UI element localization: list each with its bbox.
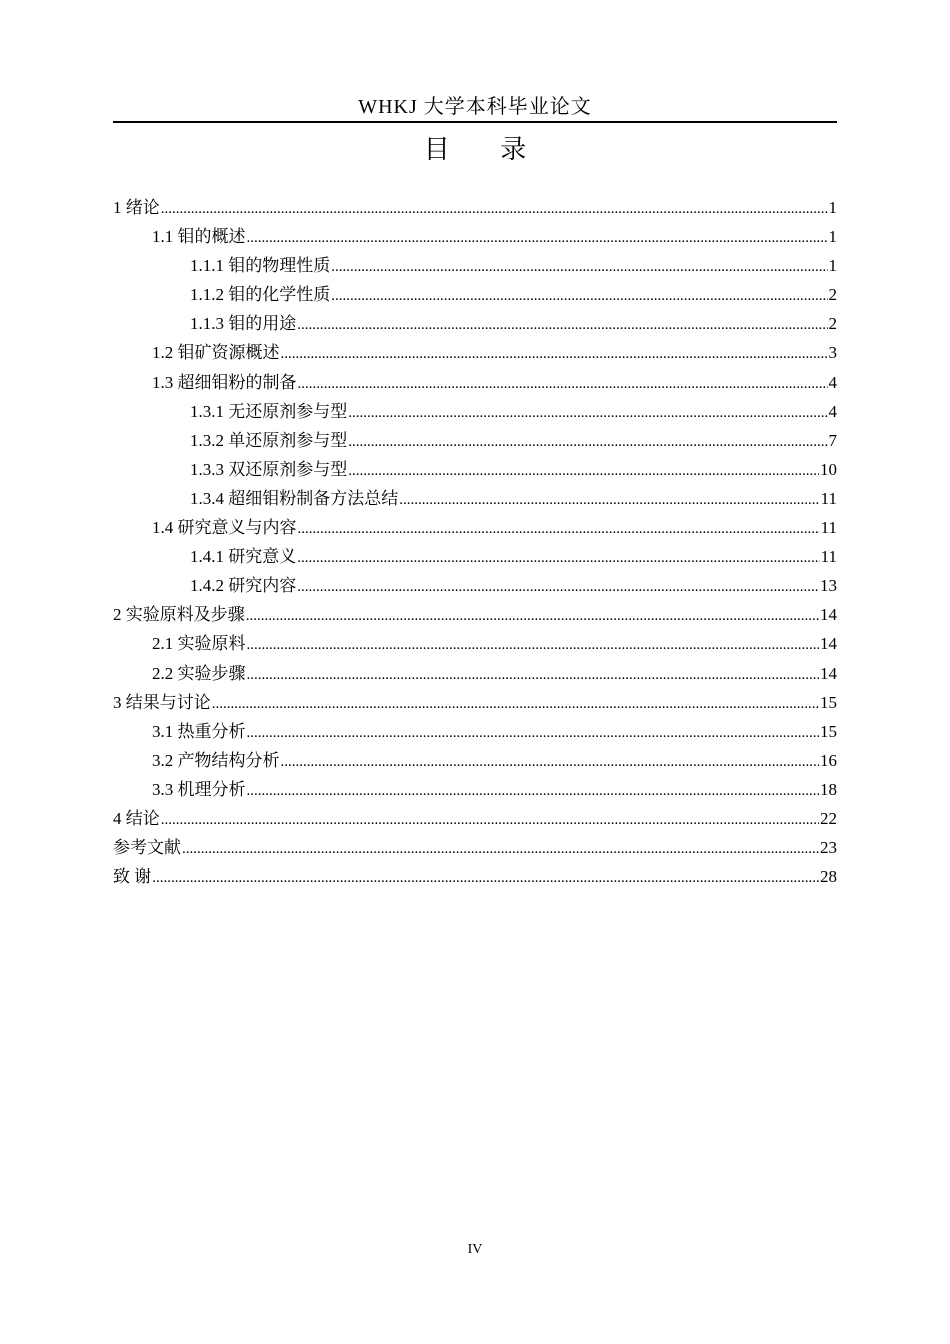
- toc-entry-page: 23: [820, 838, 837, 858]
- toc-title: 目 录: [423, 135, 549, 164]
- toc-dot-leader: [247, 661, 820, 690]
- toc-entry[interactable]: [113, 484, 837, 513]
- toc-entry-label: 1.4.1 研究意义: [190, 547, 297, 567]
- toc-entry-label: 1.4.2 研究内容: [190, 576, 297, 596]
- toc-entry-page: 2: [828, 314, 837, 334]
- toc-entry-page: 14: [820, 605, 837, 625]
- toc-entry-label: 1.1.1 钼的物理性质: [190, 256, 331, 276]
- toc-dot-leader: [399, 486, 819, 515]
- toc-entry[interactable]: [113, 426, 837, 455]
- toc-entry-label: 3.2 产物结构分析: [152, 750, 280, 770]
- toc-dot-leader: [298, 515, 820, 544]
- toc-entry-label: 1.2 钼矿资源概述: [152, 343, 280, 363]
- toc-entry-label: 2.2 实验步骤: [152, 663, 246, 683]
- toc-dot-leader: [297, 311, 827, 340]
- table-of-contents: [113, 193, 837, 891]
- toc-entry-page: 13: [820, 576, 837, 596]
- toc-entry[interactable]: [113, 455, 837, 484]
- toc-entry-page: 1: [828, 256, 837, 276]
- header-rule: [113, 121, 837, 123]
- toc-entry-page: 18: [820, 779, 837, 799]
- toc-entry-label: 3.3 机理分析: [152, 779, 246, 799]
- toc-entry-label: 1.3.3 双还原剂参与型: [190, 459, 348, 479]
- toc-dot-leader: [281, 340, 828, 369]
- toc-entry-page: 11: [820, 488, 837, 508]
- toc-entry[interactable]: [113, 542, 837, 571]
- toc-entry[interactable]: [113, 833, 837, 862]
- toc-entry-page: 11: [820, 518, 837, 538]
- toc-entry-label: 2.1 实验原料: [152, 634, 246, 654]
- toc-entry-label: 1.1.3 钼的用途: [190, 314, 297, 334]
- toc-entry-page: 16: [820, 750, 837, 770]
- toc-entry-label: 1.3 超细钼粉的制备: [152, 372, 297, 392]
- toc-entry-label: 1.3.1 无还原剂参与型: [190, 401, 348, 421]
- toc-dot-leader: [161, 195, 828, 224]
- toc-entry[interactable]: [113, 659, 837, 688]
- toc-entry-label: 参考文献: [113, 838, 181, 858]
- toc-dot-leader: [298, 370, 828, 399]
- toc-dot-leader: [348, 457, 819, 486]
- toc-dot-leader: [246, 602, 819, 631]
- toc-entry[interactable]: [113, 222, 837, 251]
- toc-dot-leader: [331, 282, 827, 311]
- toc-entry-page: 15: [820, 692, 837, 712]
- toc-entry[interactable]: [113, 688, 837, 717]
- toc-dot-leader: [247, 719, 820, 748]
- toc-entry[interactable]: [113, 280, 837, 309]
- toc-entry-label: 1.3.2 单还原剂参与型: [190, 430, 348, 450]
- toc-dot-leader: [297, 573, 819, 602]
- toc-entry[interactable]: [113, 804, 837, 833]
- toc-entry[interactable]: [113, 717, 837, 746]
- toc-entry-page: 28: [820, 867, 837, 887]
- toc-entry-label: 1.4 研究意义与内容: [152, 518, 297, 538]
- toc-dot-leader: [297, 544, 819, 573]
- toc-dot-leader: [247, 777, 820, 806]
- toc-entry-label: 致 谢: [113, 867, 152, 887]
- toc-dot-leader: [247, 224, 828, 253]
- toc-entry[interactable]: [113, 193, 837, 222]
- toc-dot-leader: [348, 428, 827, 457]
- toc-entry-page: 11: [820, 547, 837, 567]
- toc-entry-label: 1 绪论: [113, 198, 160, 217]
- toc-entry[interactable]: [113, 338, 837, 367]
- toc-entry-page: 3: [828, 343, 837, 363]
- toc-dot-leader: [348, 399, 827, 428]
- toc-entry[interactable]: [113, 746, 837, 775]
- toc-entry[interactable]: [113, 775, 837, 804]
- toc-entry-page: 15: [820, 721, 837, 741]
- toc-entry-page: 22: [820, 808, 837, 828]
- toc-entry-page: 4: [828, 372, 837, 392]
- toc-entry-page: 2: [828, 285, 837, 305]
- toc-dot-leader: [182, 835, 819, 864]
- toc-entry[interactable]: [113, 862, 837, 891]
- toc-entry[interactable]: [113, 368, 837, 397]
- toc-dot-leader: [281, 748, 820, 777]
- toc-entry-label: 2 实验原料及步骤: [113, 605, 245, 625]
- toc-entry[interactable]: [113, 397, 837, 426]
- toc-entry-page: 4: [828, 401, 837, 421]
- toc-entry-page: 14: [820, 634, 837, 654]
- toc-entry[interactable]: [113, 309, 837, 338]
- toc-entry-label: 3.1 热重分析: [152, 721, 246, 741]
- toc-entry-page: 10: [820, 459, 837, 479]
- toc-dot-leader: [331, 253, 827, 282]
- toc-entry[interactable]: [113, 571, 837, 600]
- toc-entry-label: 1.1.2 钼的化学性质: [190, 285, 331, 305]
- toc-entry-page: 1: [828, 227, 837, 247]
- toc-entry-label: 4 结论: [113, 808, 160, 828]
- toc-dot-leader: [212, 690, 819, 719]
- toc-dot-leader: [152, 864, 819, 893]
- toc-entry-label: 3 结果与讨论: [113, 692, 211, 712]
- toc-entry-page: 1: [828, 198, 837, 217]
- page-number: IV: [467, 1242, 483, 1257]
- toc-dot-leader: [247, 631, 820, 660]
- toc-dot-leader: [161, 806, 819, 835]
- page-header: WHKJ 大学本科毕业论文: [358, 96, 592, 118]
- toc-entry[interactable]: [113, 600, 837, 629]
- toc-entry-page: 14: [820, 663, 837, 683]
- toc-entry-label: 1.3.4 超细钼粉制备方法总结: [190, 488, 399, 508]
- toc-entry[interactable]: [113, 513, 837, 542]
- toc-entry[interactable]: [113, 251, 837, 280]
- toc-entry[interactable]: [113, 629, 837, 658]
- toc-entry-label: 1.1 钼的概述: [152, 227, 246, 247]
- toc-entry-page: 7: [828, 430, 837, 450]
